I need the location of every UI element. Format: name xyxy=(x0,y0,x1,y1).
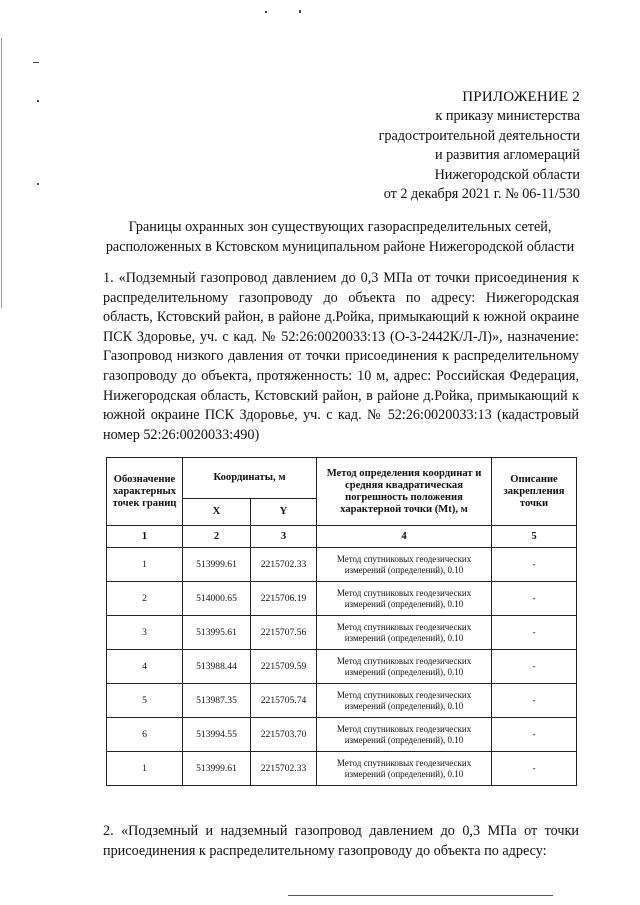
appendix-title: ПРИЛОЖЕНИЕ 2 xyxy=(462,89,580,105)
scan-bottom-line xyxy=(288,895,553,896)
scan-edge-line xyxy=(1,38,2,308)
cell-x: 513995.61 xyxy=(183,616,251,650)
column-number: 4 xyxy=(317,526,492,548)
scan-speck xyxy=(37,183,39,185)
cell-y: 2215709.59 xyxy=(251,650,317,684)
scan-speck xyxy=(33,62,39,63)
appendix-line: градостроительной деятельности xyxy=(378,127,580,144)
appendix-line: от 2 декабря 2021 г. № 06-11/530 xyxy=(383,186,580,203)
cell-description: - xyxy=(492,752,577,786)
cell-method: Метод спутниковых геодезических измерений (определений), 0.10 xyxy=(317,616,492,650)
cell-method: Метод спутниковых геодезических измерений (определений), 0.10 xyxy=(317,684,492,718)
appendix-line: к приказу министерства xyxy=(435,108,580,125)
table-row xyxy=(107,548,577,582)
scan-speck xyxy=(265,11,267,13)
coordinates-table xyxy=(106,457,577,786)
cell-description: - xyxy=(492,548,577,582)
header-method: Метод определения координат и средняя квадратическая погрешность положения характерной точки (Мt), м xyxy=(317,458,492,526)
cell-description: - xyxy=(492,650,577,684)
cell-point: 5 xyxy=(107,684,183,718)
header-description: Описание закрепления точки xyxy=(492,458,577,526)
scan-speck xyxy=(299,10,301,13)
cell-x: 513999.61 xyxy=(183,548,251,582)
cell-point: 2 xyxy=(107,582,183,616)
appendix-line: Нижегородской области xyxy=(434,166,580,183)
cell-x: 514000.65 xyxy=(183,582,251,616)
appendix-header xyxy=(379,88,580,204)
cell-x: 513994.55 xyxy=(183,718,251,752)
scan-speck xyxy=(37,100,39,102)
cell-description: - xyxy=(492,582,577,616)
cell-y: 2215705.74 xyxy=(251,684,317,718)
cell-point: 1 xyxy=(107,548,183,582)
cell-point: 3 xyxy=(107,616,183,650)
column-number: 5 xyxy=(492,526,577,548)
table-row xyxy=(107,752,577,786)
cell-x: 513987.35 xyxy=(183,684,251,718)
header-point: Обозначение характерных точек границ xyxy=(107,458,183,526)
table-row xyxy=(107,684,577,718)
cell-x: 513988.44 xyxy=(183,650,251,684)
cell-x: 513999.61 xyxy=(183,752,251,786)
cell-method: Метод спутниковых геодезических измерений (определений), 0.10 xyxy=(317,650,492,684)
cell-point: 6 xyxy=(107,718,183,752)
cell-description: - xyxy=(492,684,577,718)
cell-y: 2215707.56 xyxy=(251,616,317,650)
document-title-line: Границы охранных зон существующих газораспределительных сетей, xyxy=(128,219,552,235)
section-2-text: 2. «Подземный и надземный газопровод давлением до 0,3 МПа от точки присоединения к распределительному газопроводу до объекта по адресу: xyxy=(103,823,579,859)
cell-method: Метод спутниковых геодезических измерений (определений), 0.10 xyxy=(317,752,492,786)
document-title-line: расположенных в Кстовском муниципальном районе Нижегородской области xyxy=(105,239,575,255)
header-y: Y xyxy=(251,499,317,526)
cell-y: 2215706.19 xyxy=(251,582,317,616)
column-number: 1 xyxy=(107,526,183,548)
cell-method: Метод спутниковых геодезических измерений (определений), 0.10 xyxy=(317,548,492,582)
header-coords: Координаты, м xyxy=(183,458,317,499)
header-x: X xyxy=(183,499,251,526)
column-number: 2 xyxy=(183,526,251,548)
cell-y: 2215702.33 xyxy=(251,752,317,786)
cell-description: - xyxy=(492,718,577,752)
cell-description: - xyxy=(492,616,577,650)
cell-point: 4 xyxy=(107,650,183,684)
table-row xyxy=(107,650,577,684)
column-number: 3 xyxy=(251,526,317,548)
table-row xyxy=(107,616,577,650)
section-1-text: 1. «Подземный газопровод давлением до 0,3 МПа от точки присоединения к распределительному газопроводу до объекта по адресу: Нижегородская область, Кстовский район, в районе д.Ройка, примыкающий к южной окраине ПСК Здоровье, уч. с кад. № 52:26:0020033:13 (О-3-2442К/Л-Л)», назначение: Газопровод низкого давления от точки присоединения к распределительному газопроводу до объекта, протяженность: 10 м, адрес: Российская Федерация, Нижегородская область, Кстовский район, в районе д.Ройка, примыкающий к южной окраине ПСК Здоровье, уч. с кад. № 52:26:0020033:13 (кадастровый номер 52:26:0020033:490) xyxy=(103,270,579,443)
cell-method: Метод спутниковых геодезических измерений (определений), 0.10 xyxy=(317,582,492,616)
cell-method: Метод спутниковых геодезических измерений (определений), 0.10 xyxy=(317,718,492,752)
table-row xyxy=(107,718,577,752)
table-row xyxy=(107,582,577,616)
cell-y: 2215703.70 xyxy=(251,718,317,752)
document-title xyxy=(100,217,580,257)
cell-point: 1 xyxy=(107,752,183,786)
cell-y: 2215702.33 xyxy=(251,548,317,582)
appendix-line: и развития агломераций xyxy=(434,147,580,164)
